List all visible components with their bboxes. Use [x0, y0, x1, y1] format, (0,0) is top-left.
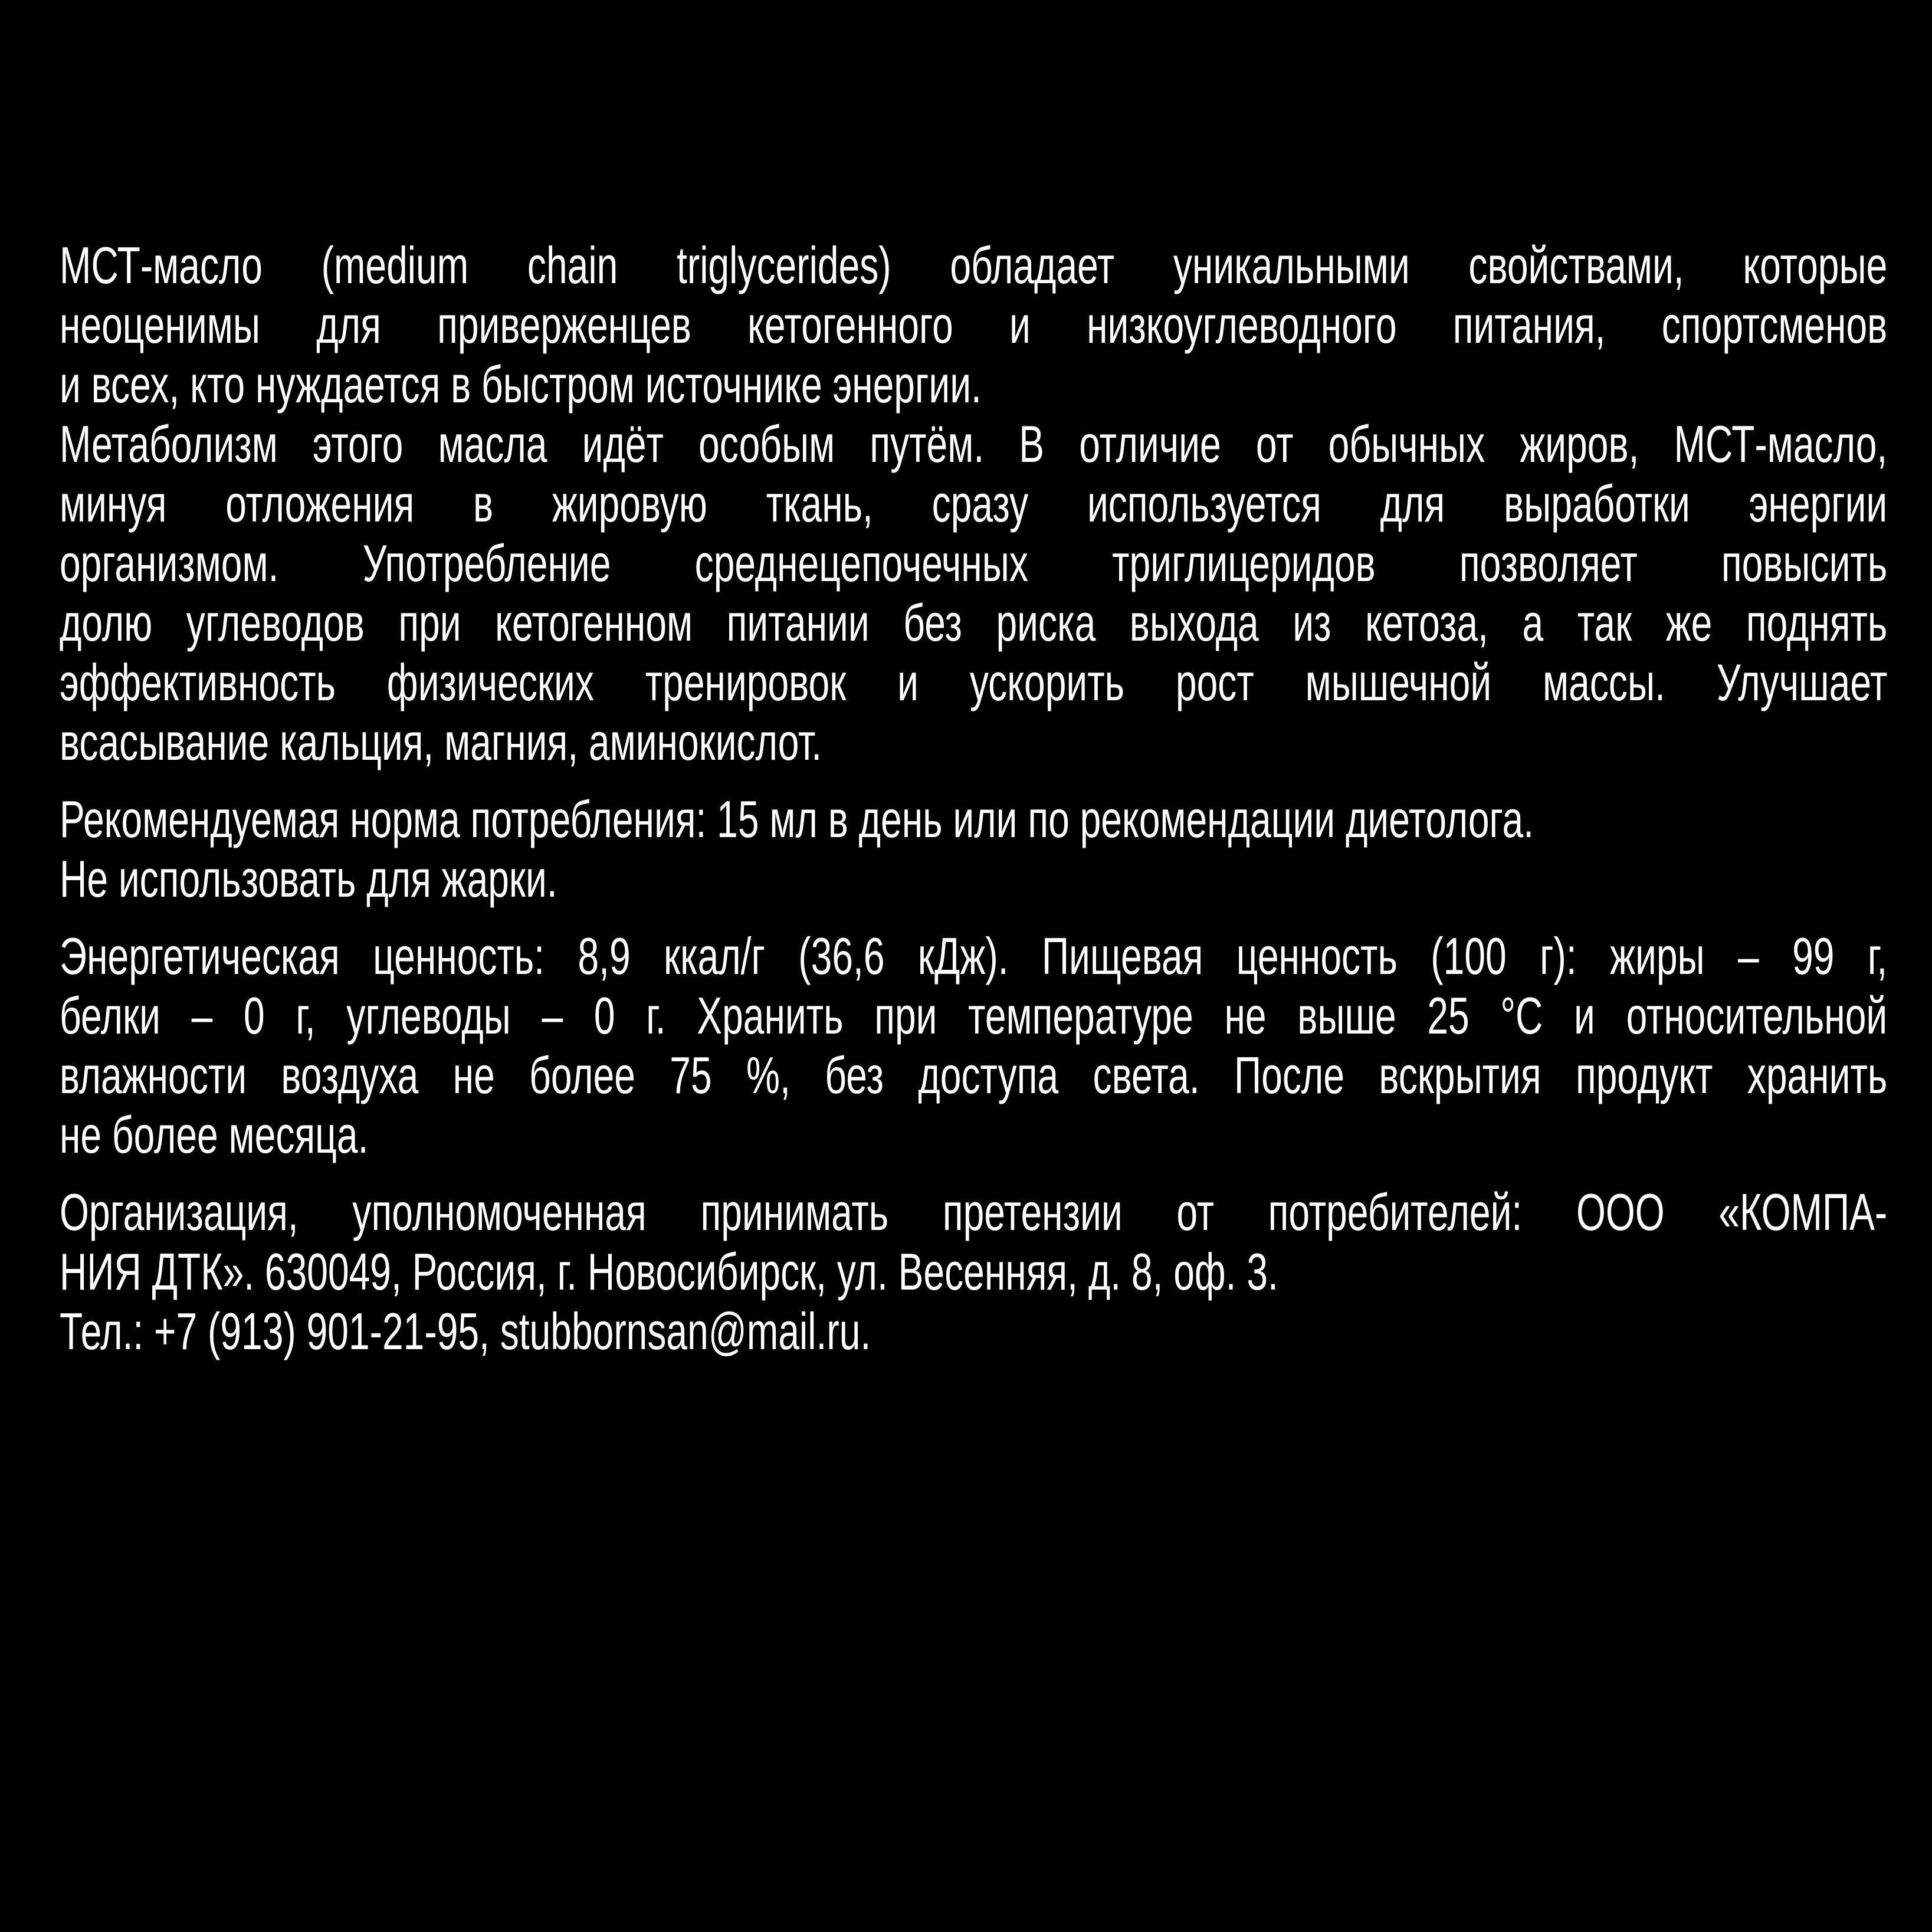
- text-line: не более месяца.: [60, 1106, 369, 1164]
- text-line: Рекомендуемая норма потребления: 15 мл в день или по рекомендации диетолога.: [60, 790, 1534, 848]
- product-label-text: [60, 235, 1887, 1361]
- text-line: долю углеводов при кетогенном питании без риска выхода из кетоза, а так же поднять: [60, 593, 1888, 652]
- text-line: МСТ-масло (medium chain triglycerides) обладает уникальными свойствами, которые: [60, 236, 1888, 294]
- paragraph-nutrition-storage: [60, 926, 1887, 1165]
- text-line: минуя отложения в жировую ткань, сразу используется для выработки энергии: [60, 474, 1888, 533]
- paragraph-recommended-dose: [60, 789, 1887, 908]
- text-line: и всех, кто нуждается в быстром источнике энергии.: [60, 355, 982, 414]
- text-line: Тел.: +7 (913) 901-21-95, stubbornsan@mail.ru.: [60, 1302, 871, 1360]
- text-line: Метаболизм этого масла идёт особым путём. В отличие от обычных жиров, МСТ-масло,: [60, 415, 1888, 473]
- text-line: всасывание кальция, магния, аминокислот.: [60, 713, 822, 771]
- paragraph-metabolism: [60, 414, 1887, 772]
- text-line: белки – 0 г, углеводы – 0 г. Хранить при температуре не выше 25 °С и относительной: [60, 986, 1888, 1045]
- paragraph-mct-intro: [60, 235, 1887, 414]
- text-line: Организация, уполномоченная принимать претензии от потребителей: ООО «КОМПА-: [60, 1183, 1888, 1241]
- paragraph-company-contacts: [60, 1182, 1887, 1361]
- text-line: влажности воздуха не более 75 %, без доступа света. После вскрытия продукт хранить: [60, 1046, 1888, 1104]
- text-line: Энергетическая ценность: 8,9 ккал/г (36,6 кДж). Пищевая ценность (100 г): жиры – 99 г,: [60, 927, 1888, 985]
- text-line: эффективность физических тренировок и ускорить рост мышечной массы. Улучшает: [60, 653, 1888, 711]
- text-line: НИЯ ДТК». 630049, Россия, г. Новосибирск, ул. Весенняя, д. 8, оф. 3.: [60, 1242, 1278, 1301]
- text-line: неоценимы для приверженцев кетогенного и низкоуглеводного питания, спортсменов: [60, 296, 1888, 354]
- text-line: Не использовать для жарки.: [60, 849, 557, 908]
- text-line: организмом. Употребление среднецепочечных триглицеридов позволяет повысить: [60, 534, 1888, 592]
